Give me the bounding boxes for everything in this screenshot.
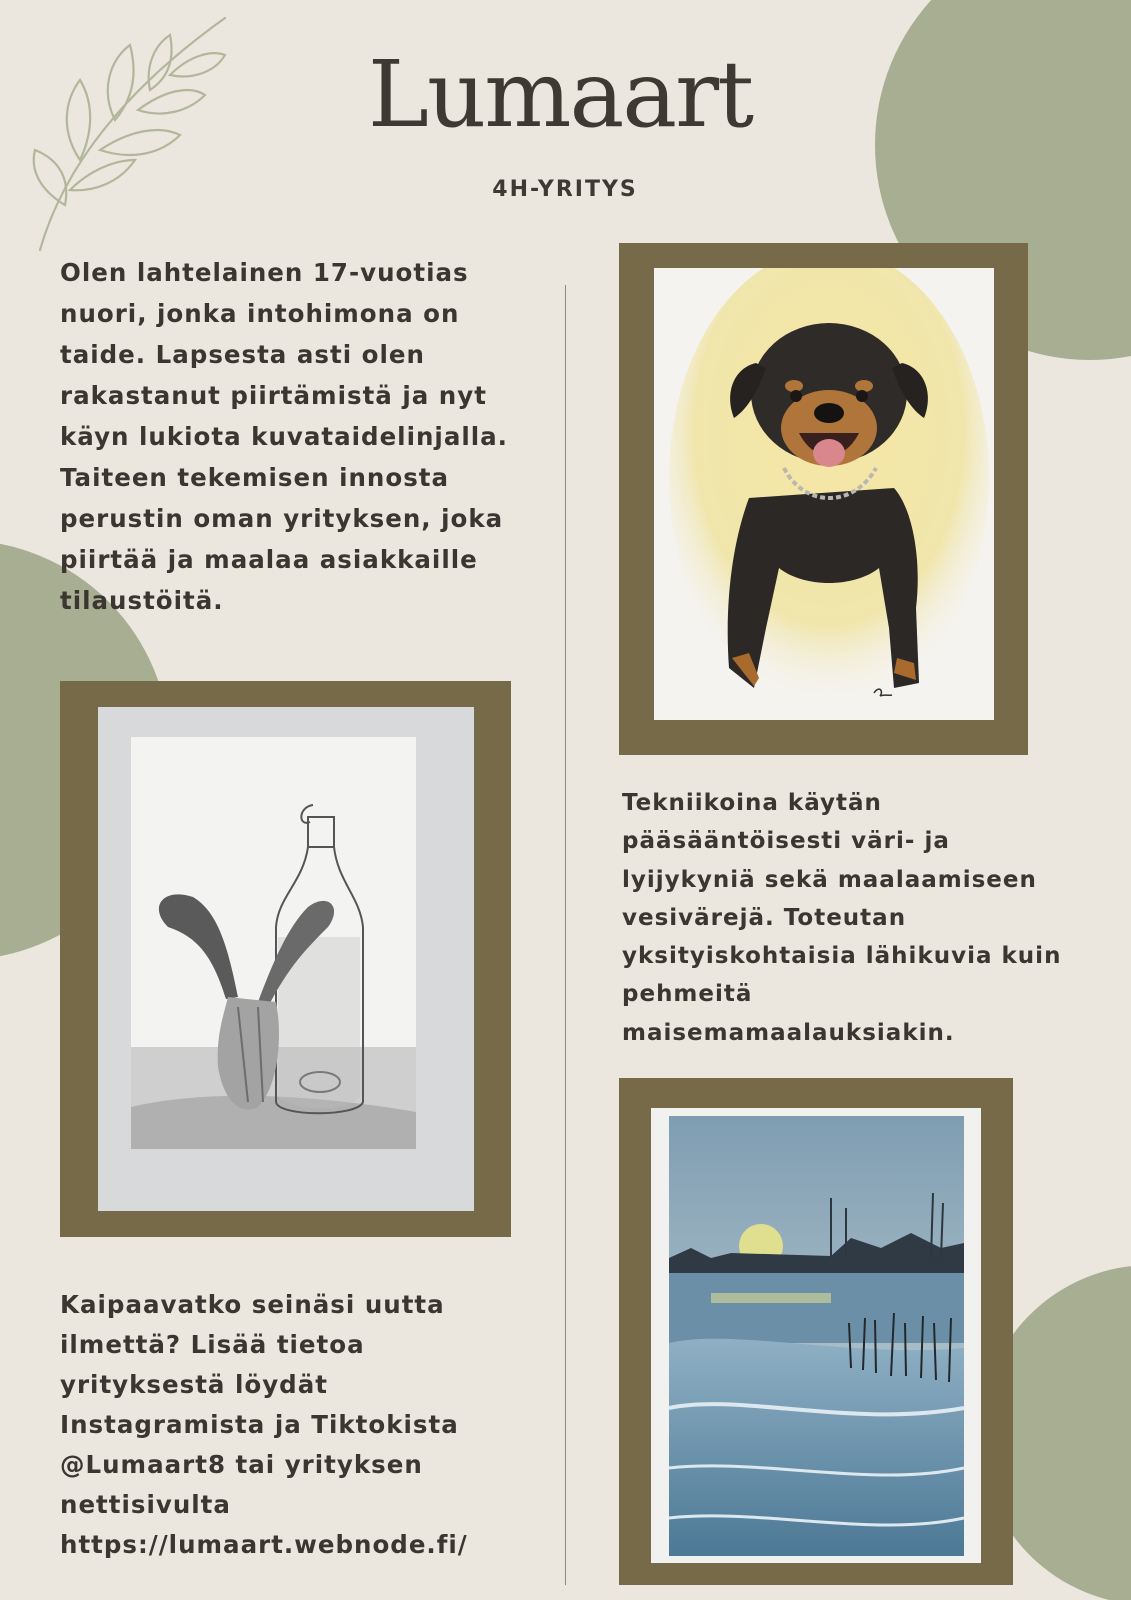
artwork-frame-dog: [619, 243, 1028, 755]
page-title: Lumaart: [367, 41, 753, 148]
artwork-frame-bottle: [60, 681, 511, 1237]
techniques-paragraph: Tekniikoina käytän pääsääntöisesti väri- ja lyijykyniä sekä maalaamiseen vesivärejä. Toteutan yksityiskohtaisia lähikuvia kuin pehmeitä maisemamaalauksiakin.: [622, 790, 1062, 1046]
leaf-sprig-icon: [20, 10, 240, 260]
rottweiler-drawing-icon: [654, 268, 994, 720]
page-subtitle: 4H-YRITYS: [492, 177, 638, 202]
vertical-divider: [565, 285, 566, 1585]
bottle-and-plant-sketch-icon: [98, 707, 474, 1211]
artwork-frame-landscape: [619, 1078, 1013, 1585]
winter-lake-watercolor-icon: [651, 1108, 981, 1563]
intro-paragraph: Olen lahtelainen 17-vuotias nuori, jonka intohimona on taide. Lapsesta asti olen rakastanut piirtämistä ja nyt käyn lukiota kuvataidelinjalla. Taiteen tekemisen innosta perustin oman yrityksen, joka piirtää ja maalaa asiakkaille tilaustöitä.: [60, 258, 508, 615]
contact-paragraph: Kaipaavatko seinäsi uutta ilmettä? Lisää tietoa yrityksestä löydät Instagramista ja Tiktokista @Lumaart8 tai yrityksen nettisivulta https://lumaart.webnode.fi/: [60, 1290, 468, 1559]
